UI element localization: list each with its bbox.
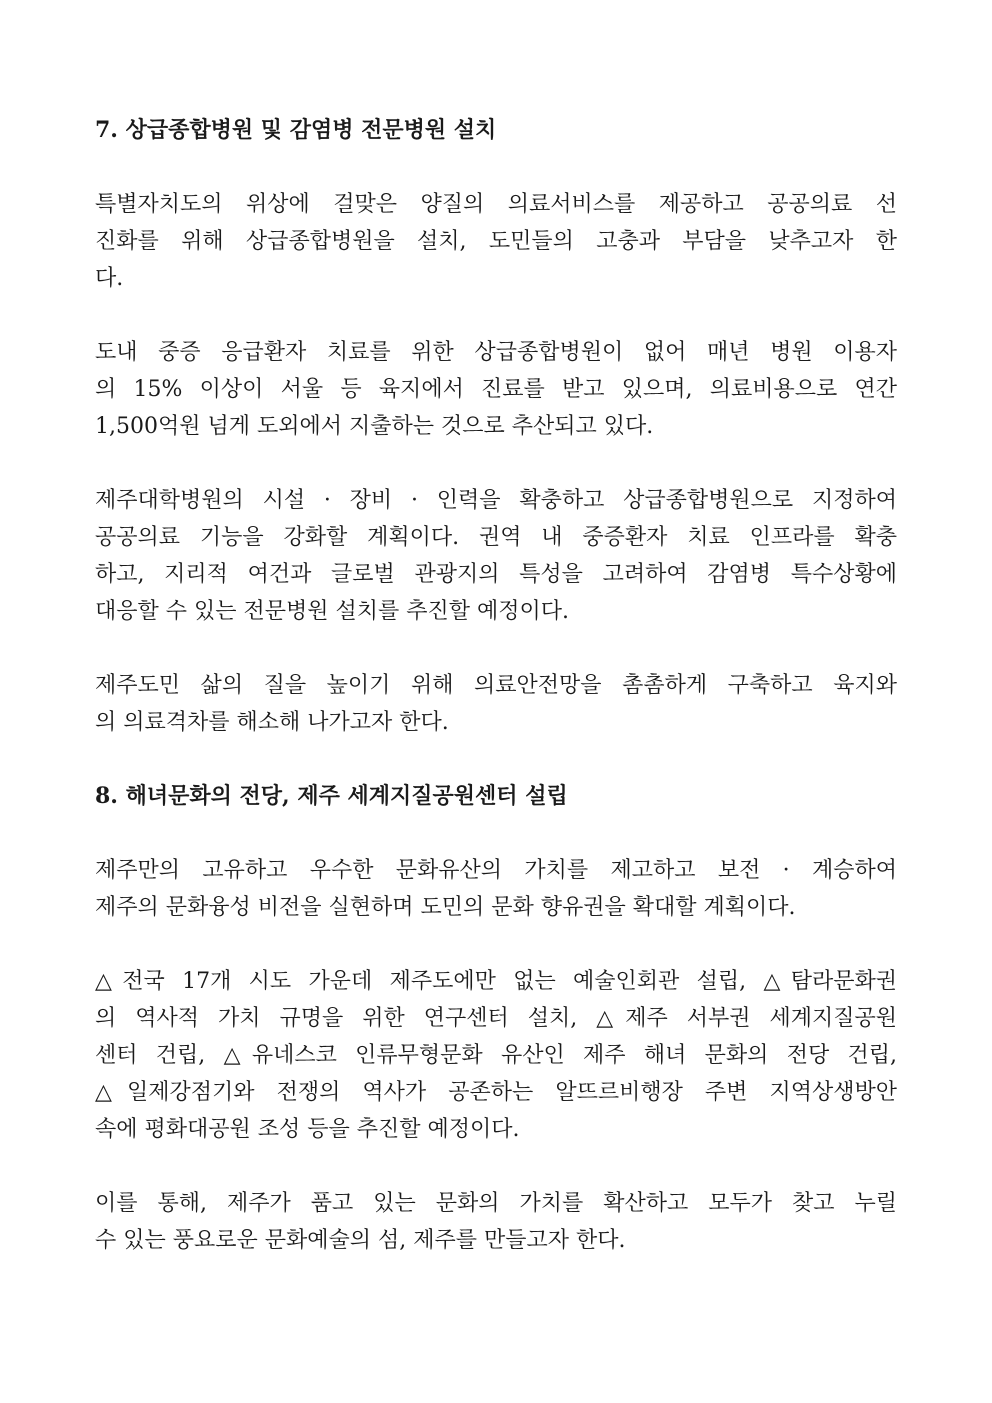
paragraph-line: 센터 건립, △유네스코 인류무형문화 유산인 제주 해녀 문화의 전당 건립, [95, 1043, 897, 1068]
paragraph-spacer [95, 297, 897, 334]
paragraph-line: 제주대학병원의 시설 · 장비 · 인력을 확충하고 상급종합병원으로 지정하여 [95, 488, 897, 513]
paragraph-spacer [95, 815, 897, 852]
paragraph-line: 대응할 수 있는 전문병원 설치를 추진할 예정이다. [95, 599, 569, 624]
paragraph-spacer [95, 926, 897, 963]
body-paragraph [95, 852, 897, 926]
body-paragraph [95, 186, 897, 297]
section-heading: 7. 상급종합병원 및 감염병 전문병원 설치 [95, 117, 497, 143]
body-paragraph [95, 963, 897, 1148]
section-heading: 8. 해녀문화의 전당, 제주 세계지질공원센터 설립 [95, 783, 568, 809]
paragraph-line: 이를 통해, 제주가 품고 있는 문화의 가치를 확산하고 모두가 찾고 누릴 [95, 1191, 897, 1216]
paragraph-line: 제주만의 고유하고 우수한 문화유산의 가치를 제고하고 보전 · 계승하여 [95, 858, 897, 883]
paragraph-line: 도내 중증 응급환자 치료를 위한 상급종합병원이 없어 매년 병원 이용자 [95, 340, 897, 365]
body-paragraph [95, 334, 897, 445]
paragraph-line: 다. [95, 266, 124, 291]
body-paragraph [95, 667, 897, 741]
body-paragraph [95, 482, 897, 630]
body-paragraph [95, 1185, 897, 1259]
paragraph-spacer [95, 445, 897, 482]
paragraph-line: △일제강점기와 전쟁의 역사가 공존하는 알뜨르비행장 주변 지역상생방안 [95, 1080, 897, 1105]
document-page [95, 112, 897, 1259]
paragraph-line: 속에 평화대공원 조성 등을 추진할 예정이다. [95, 1117, 520, 1142]
paragraph-line: 1,500억원 넘게 도외에서 지출하는 것으로 추산되고 있다. [95, 414, 654, 439]
paragraph-line: 의 15% 이상이 서울 등 육지에서 진료를 받고 있으며, 의료비용으로 연간 [95, 377, 897, 402]
paragraph-spacer [95, 1148, 897, 1185]
section-spacer [95, 741, 897, 778]
paragraph-line: 하고, 지리적 여건과 글로벌 관광지의 특성을 고려하여 감염병 특수상황에 [95, 562, 897, 587]
paragraph-line: △전국 17개 시도 가운데 제주도에만 없는 예술인회관 설립, △탐라문화권 [95, 969, 897, 994]
paragraph-line: 진화를 위해 상급종합병원을 설치, 도민들의 고충과 부담을 낮추고자 한 [95, 229, 897, 254]
paragraph-spacer [95, 149, 897, 186]
paragraph-line: 공공의료 기능을 강화할 계획이다. 권역 내 중증환자 치료 인프라를 확충 [95, 525, 897, 550]
paragraph-line: 수 있는 풍요로운 문화예술의 섬, 제주를 만들고자 한다. [95, 1228, 626, 1253]
paragraph-line: 제주의 문화융성 비전을 실현하며 도민의 문화 향유권을 확대할 계획이다. [95, 895, 796, 920]
paragraph-line: 의 역사적 가치 규명을 위한 연구센터 설치, △제주 서부권 세계지질공원 [95, 1006, 897, 1031]
paragraph-line: 제주도민 삶의 질을 높이기 위해 의료안전망을 촘촘하게 구축하고 육지와 [95, 673, 897, 698]
paragraph-spacer [95, 630, 897, 667]
paragraph-line: 의 의료격차를 해소해 나가고자 한다. [95, 710, 449, 735]
paragraph-line: 특별자치도의 위상에 걸맞은 양질의 의료서비스를 제공하고 공공의료 선 [95, 192, 897, 217]
